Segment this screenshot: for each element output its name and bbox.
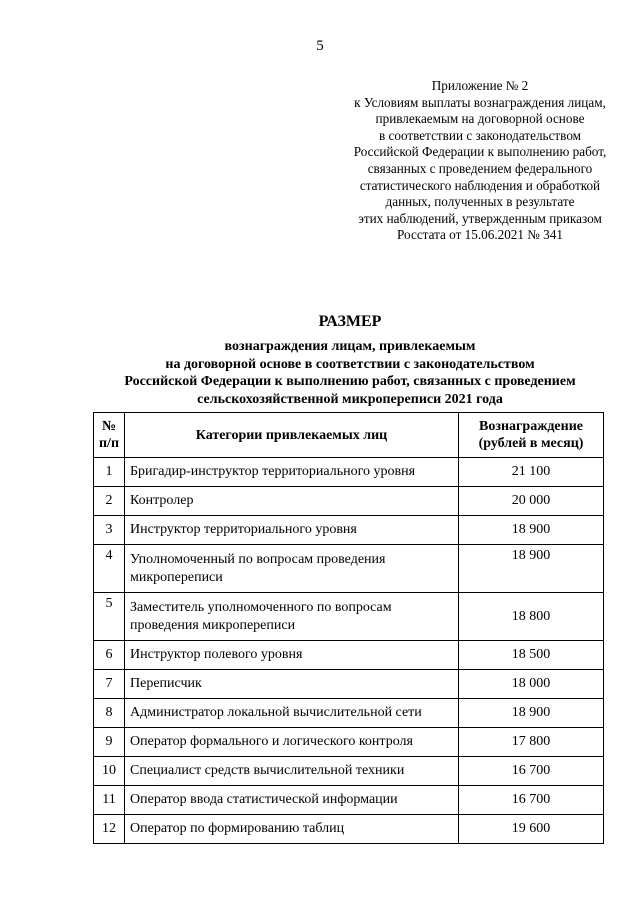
- appendix-line: к Условиям выплаты вознаграждения лицам,: [354, 94, 606, 110]
- table-row: [94, 641, 604, 670]
- header-number: № п/п: [94, 413, 125, 458]
- row-category: Контролер: [125, 487, 459, 516]
- row-amount: 18 900: [459, 699, 604, 728]
- table-row: [94, 786, 604, 815]
- row-amount: 20 000: [459, 487, 604, 516]
- document-title: РАЗМЕР: [318, 313, 382, 330]
- row-category: Оператор формального и логического контроля: [125, 728, 459, 757]
- row-number: 8: [94, 699, 125, 728]
- appendix-line: статистического наблюдения и обработкой: [359, 177, 601, 193]
- row-number: 9: [94, 728, 125, 757]
- row-category: Оператор по формированию таблиц: [125, 815, 459, 844]
- table-row: [94, 815, 604, 844]
- row-number: 4: [94, 545, 125, 593]
- subtitle-line: на договорной основе в соответствии с законодательством: [165, 356, 535, 372]
- table-row: [94, 728, 604, 757]
- row-number: 3: [94, 516, 125, 545]
- row-number: 5: [94, 593, 125, 641]
- appendix-line: этих наблюдений, утвержденным приказом: [358, 210, 602, 226]
- row-number: 12: [94, 815, 125, 844]
- row-number: 7: [94, 670, 125, 699]
- row-number: 2: [94, 487, 125, 516]
- row-category: Бригадир-инструктор территориального уровня: [125, 458, 459, 487]
- row-category: Администратор локальной вычислительной сети: [125, 699, 459, 728]
- page-number: 5: [316, 38, 324, 54]
- subtitle-line: сельскохозяйственной микропереписи 2021 года: [197, 391, 503, 407]
- subtitle-line: Российской Федерации к выполнению работ, связанных с проведением: [124, 374, 576, 389]
- row-category: Инструктор территориального уровня: [125, 516, 459, 545]
- row-category: Специалист средств вычислительной техники: [125, 757, 459, 786]
- appendix-line: Приложение № 2: [431, 78, 529, 93]
- row-amount: 18 000: [459, 670, 604, 699]
- row-amount: 19 600: [459, 815, 604, 844]
- appendix-line: Российской Федерации к выполнению работ,: [353, 144, 607, 160]
- row-amount: 21 100: [459, 458, 604, 487]
- row-amount: 17 800: [459, 728, 604, 757]
- appendix-line: в соответствии с законодательством: [378, 127, 582, 143]
- appendix-line: привлекаемым на договорной основе: [375, 111, 585, 127]
- appendix-line: связанных с проведением федерального: [367, 160, 593, 176]
- appendix-line: данных, полученных в результате: [385, 194, 575, 210]
- appendix-line: Росстата от 15.06.2021 № 341: [397, 227, 563, 243]
- row-category: Переписчик: [125, 670, 459, 699]
- document-subtitle: [60, 338, 640, 408]
- document-title-block: [60, 312, 640, 408]
- rates-table: [93, 412, 604, 844]
- table-header-row: [94, 413, 604, 458]
- row-number: 10: [94, 757, 125, 786]
- table-row: [94, 670, 604, 699]
- row-amount: 16 700: [459, 786, 604, 815]
- appendix-note: [340, 78, 620, 244]
- table-row: [94, 516, 604, 545]
- table-row: [94, 699, 604, 728]
- table-row: [94, 487, 604, 516]
- row-amount: 18 900: [459, 516, 604, 545]
- row-amount: 18 900: [459, 545, 604, 593]
- row-category: Оператор ввода статистической информации: [125, 786, 459, 815]
- row-category: Инструктор полевого уровня: [125, 641, 459, 670]
- header-reward: Вознаграждение (рублей в месяц): [459, 413, 604, 458]
- row-amount: 16 700: [459, 757, 604, 786]
- row-category: Уполномоченный по вопросам проведения микропереписи: [125, 545, 459, 593]
- row-number: 11: [94, 786, 125, 815]
- row-number: 6: [94, 641, 125, 670]
- table-row: [94, 593, 604, 641]
- subtitle-line: вознаграждения лицам, привлекаемым: [224, 339, 476, 354]
- row-number: 1: [94, 458, 125, 487]
- header-category: Категории привлекаемых лиц: [125, 413, 459, 458]
- row-category: Заместитель уполномоченного по вопросам проведения микропереписи: [125, 593, 459, 641]
- table-row: [94, 545, 604, 593]
- table-row: [94, 458, 604, 487]
- row-amount: 18 800: [459, 593, 604, 641]
- table-row: [94, 757, 604, 786]
- row-amount: 18 500: [459, 641, 604, 670]
